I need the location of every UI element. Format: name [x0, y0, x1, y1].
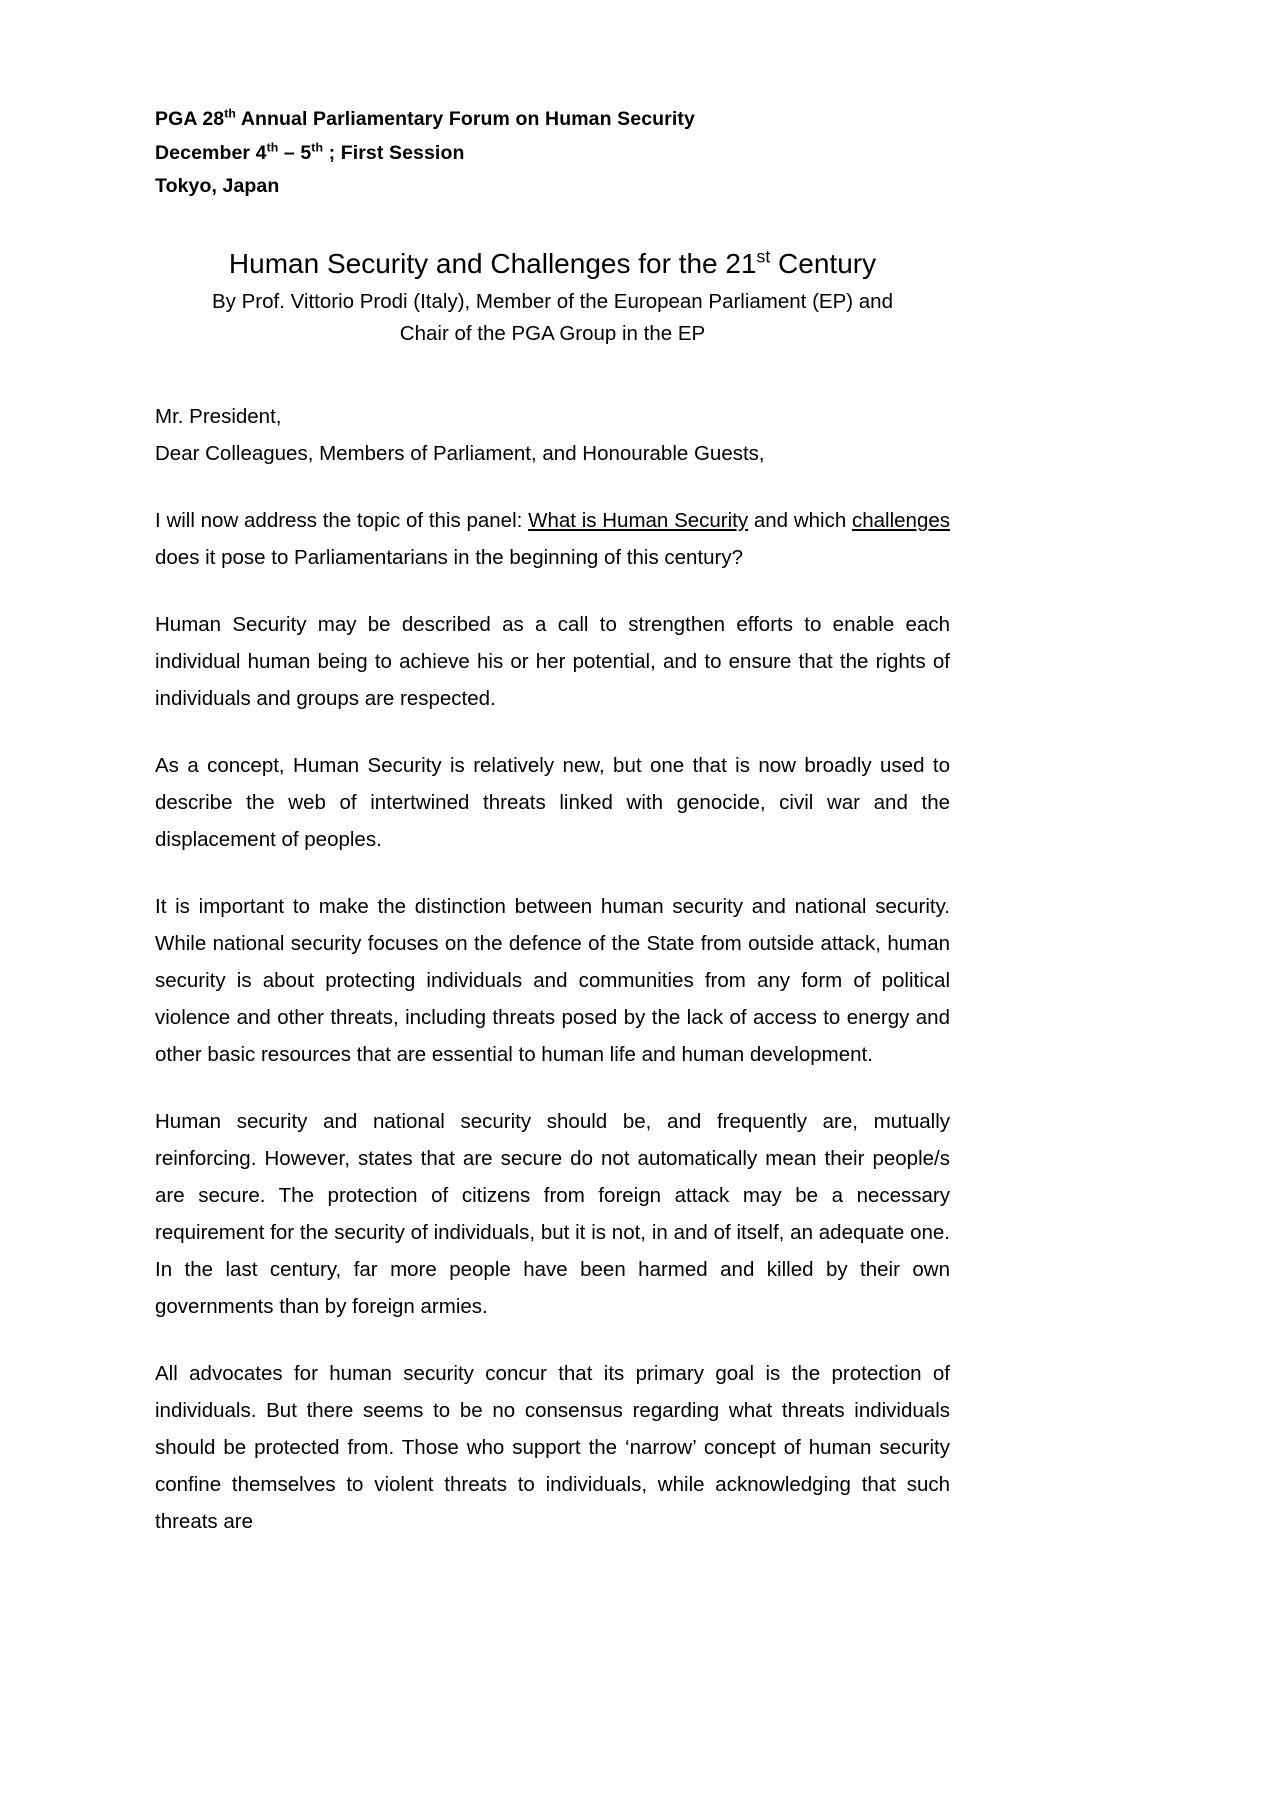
paragraph-1-part-c: does it pose to Parliamentarians in the beginning of this century? [155, 545, 744, 569]
event-header [155, 103, 950, 204]
paragraph-2: Human Security may be described as a call to strengthen efforts to enable each individual human being to achieve his or her potential, and to ensure that the rights of individuals and groups are respected. [155, 612, 950, 710]
event-header-line-1 [155, 103, 950, 137]
salutation-line-1: Mr. President, [155, 404, 282, 428]
paragraph-5: Human security and national security should be, and frequently are, mutually reinforcing. However, states that are secure do not automatically mean their people/s are secure. The protection of citizens from foreign attack may be a necessary requirement for the security of individuals, but it is not, in and of itself, an adequate one. In the last century, far more people have been harmed and killed by their own governments than by foreign armies. [155, 1109, 950, 1318]
event-header-line-2 [155, 137, 950, 171]
event-name-rest: Annual Parliamentary Forum on Human Security [236, 108, 695, 130]
paragraph-1-part-a: I will now address the topic of this panel: [155, 508, 529, 532]
event-location: Tokyo, Japan [155, 175, 280, 197]
paragraph-4: It is important to make the distinction between human security and national security. While national security focuses on the defence of the State from outside attack, human security is about protecting individuals and communities from any form of political violence and other threats, including threats posed by the lack of access to energy and other basic resources that are essential to human life and human development. [155, 894, 950, 1066]
ordinal-suffix-28: th [224, 106, 237, 121]
salutation-line-2: Dear Colleagues, Members of Parliament, and Honourable Guests, [155, 441, 765, 465]
page-title-pre: Human Security and Challenges for the 21 [228, 247, 757, 279]
ordinal-suffix-21: st [756, 246, 771, 267]
paragraph-6: All advocates for human security concur that its primary goal is the protection of individuals. But there seems to be no consensus regarding what threats individuals should be protected from. Those who support the ‘narrow’ concept of human security confine themselves to violent threats to individuals, while acknowledging that such threats are [155, 1361, 950, 1533]
event-session-text: ; First Session [323, 141, 465, 164]
paragraph-1-part-b: and which [748, 508, 852, 532]
event-name-text: PGA 28 [155, 108, 225, 130]
page-title-post: Century [770, 247, 877, 279]
event-date-pre: December 4 [155, 141, 267, 164]
byline-line-2: Chair of the PGA Group in the EP [399, 321, 706, 345]
paragraph-1 [155, 502, 950, 576]
body-text [155, 502, 950, 1540]
author-byline [155, 286, 950, 350]
ordinal-suffix-4: th [266, 140, 279, 154]
page-title [155, 246, 950, 282]
ordinal-suffix-5: th [311, 140, 324, 154]
title-block [155, 246, 950, 350]
underlined-phrase-challenges: challenges [851, 508, 950, 532]
byline-line-1: By Prof. Vittorio Prodi (Italy), Member of the European Parliament (EP) and [212, 289, 893, 313]
underlined-phrase-what-is-human-security: What is Human Security [528, 508, 749, 532]
event-date-mid: – 5 [278, 141, 312, 164]
paragraph-3: As a concept, Human Security is relatively new, but one that is now broadly used to describe the web of intertwined threats linked with genocide, civil war and the displacement of peoples. [155, 753, 950, 851]
salutation-block [155, 398, 950, 472]
